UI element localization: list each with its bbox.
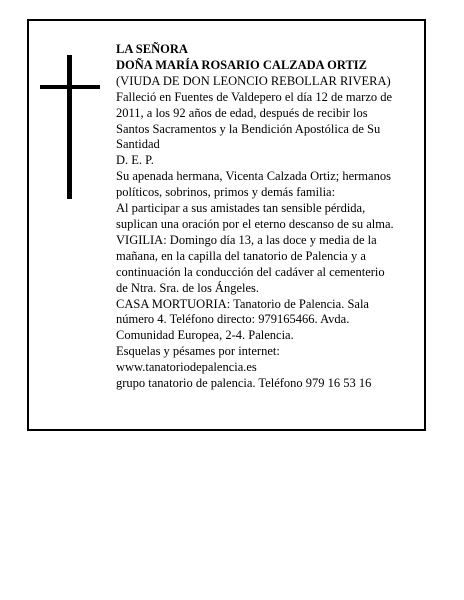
heading: LA SEÑORA [116,42,188,56]
prayer-line-2: suplican una oración por el eterno descanso de su alma. [116,216,394,231]
obituary-notice [27,19,426,431]
death-line-3: Santos Sacramentos y la Bendición Apostólica de Su [116,121,381,136]
vigil-line-2: mañana, en la capilla del tanatorio de Palencia y a [116,248,366,263]
family-line-1: Su apenada hermana, Vicenta Calzada Ortiz; hermanos [116,169,391,184]
vigil-line-3: continuación la conducción del cadáver al cementerio [116,264,385,279]
cross-horizontal-bar [40,85,100,89]
prayer-line-1: Al participar a sus amistades tan sensible pérdida, [116,201,366,216]
death-line-2: 2011, a los 92 años de edad, después de recibir los [116,105,368,120]
rip-line: D. E. P. [116,153,154,168]
mortuary-line-1: CASA MORTUORIA: Tanatorio de Palencia. Sala [116,296,369,311]
family-line-2: políticos, sobrinos, primos y demás familia: [116,185,336,200]
mortuary-line-2: número 4. Teléfono directo: 979165466. Avda. [116,312,350,327]
contact-line: grupo tanatorio de palencia. Teléfono 979 16 53 16 [116,376,372,391]
death-line-4: Santidad [116,137,160,152]
cross-vertical-bar [67,55,72,199]
website-line: www.tanatoriodepalencia.es [116,360,257,375]
obituary-text [116,42,426,392]
death-line-1: Falleció en Fuentes de Valdepero el día 12 de marzo de [116,89,393,104]
widow-of-line: (VIUDA DE DON LEONCIO REBOLLAR RIVERA) [116,73,391,88]
vigil-line-1: VIGILIA: Domingo día 13, a las doce y media de la [116,232,377,247]
internet-line: Esquelas y pésames por internet: [116,344,280,359]
mortuary-line-3: Comunidad Europea, 2-4. Palencia. [116,328,294,343]
deceased-name: DOÑA MARÍA ROSARIO CALZADA ORTIZ [116,57,367,72]
vigil-line-4: de Ntra. Sra. de los Ángeles. [116,280,260,295]
